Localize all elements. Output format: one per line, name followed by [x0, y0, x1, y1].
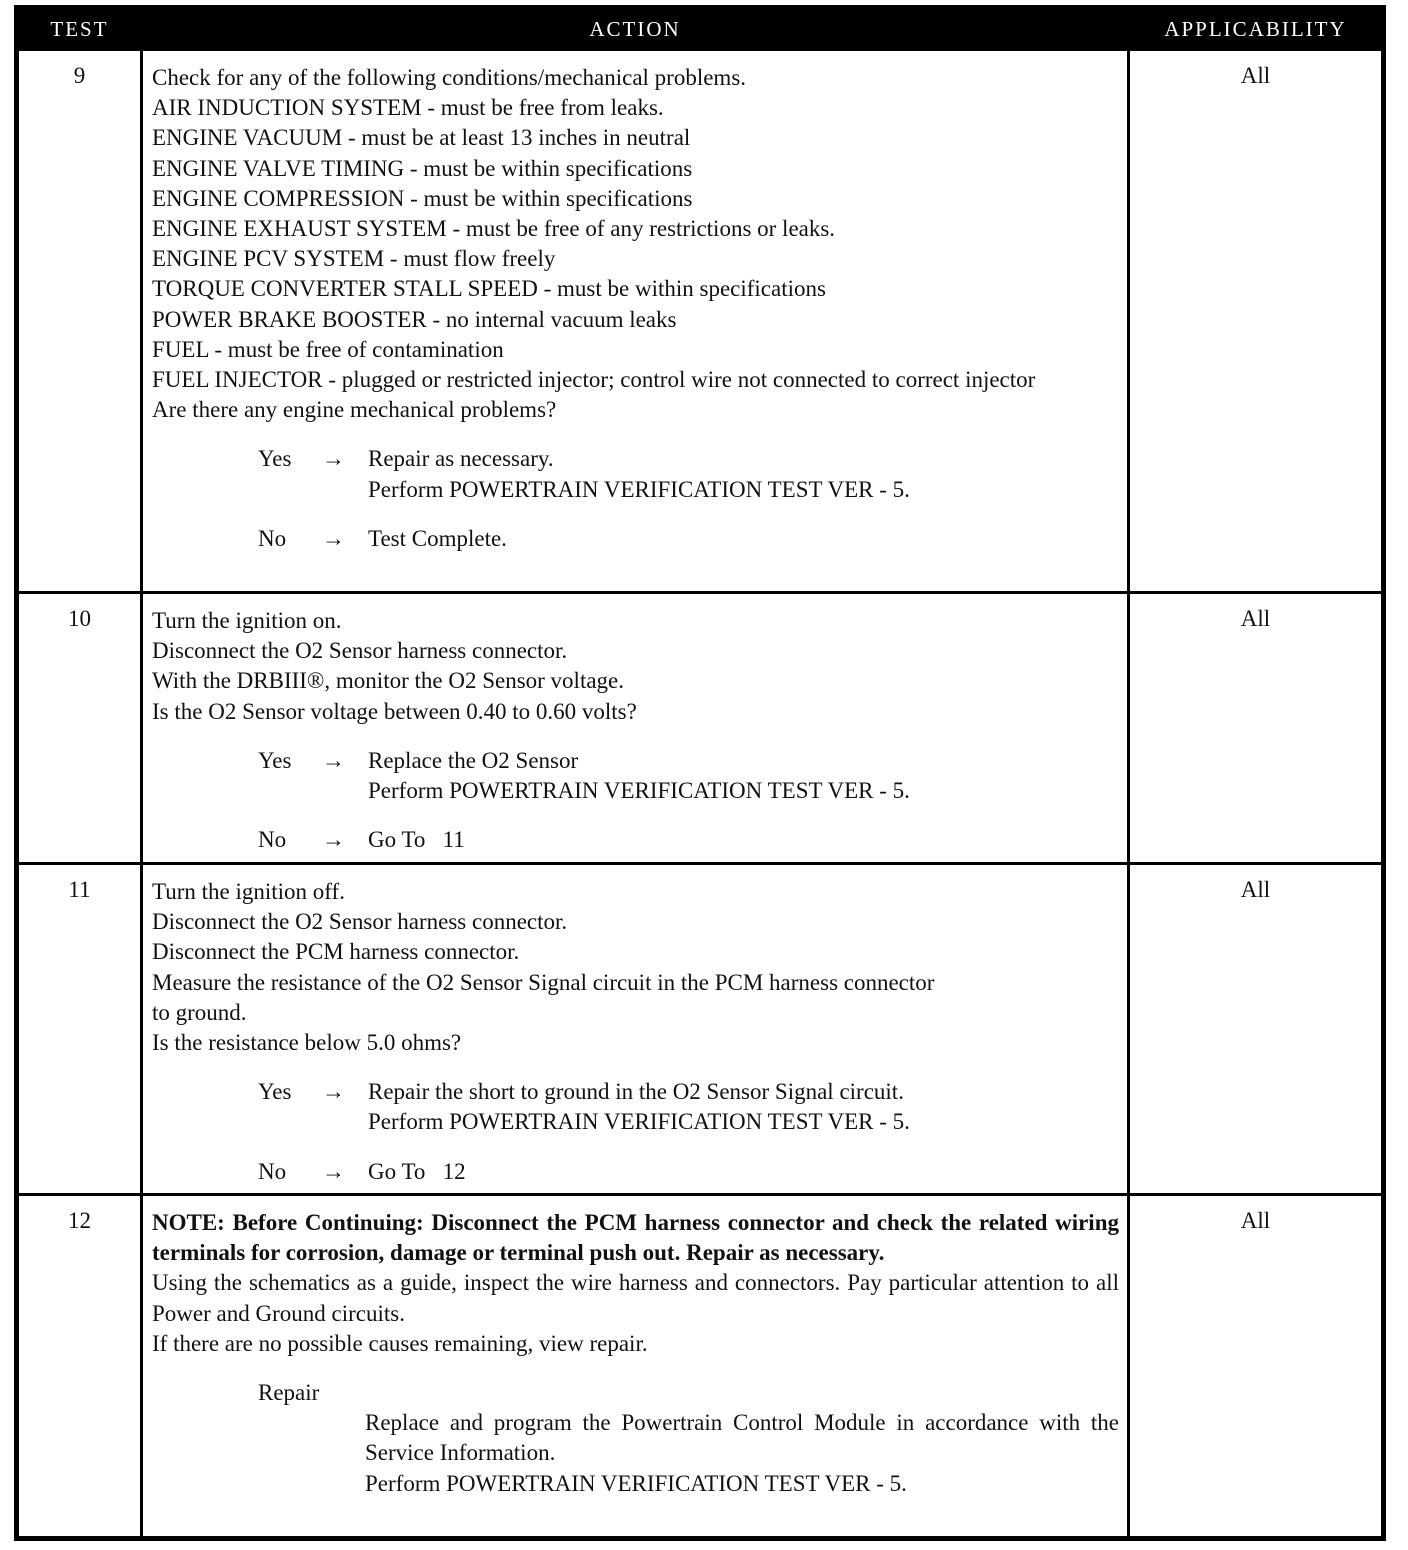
table-row-test-10	[19, 591, 1381, 862]
test-number: 9	[73, 63, 86, 88]
no-result	[368, 825, 1119, 855]
repair-perform: Perform POWERTRAIN VERIFICATION TEST VER - 5.	[365, 1470, 907, 1496]
no-outcome	[152, 825, 1119, 855]
action-question: Are there any engine mechanical problems?	[152, 397, 557, 423]
no-outcome	[152, 524, 1119, 554]
result-line: Perform POWERTRAIN VERIFICATION TEST VER - 5.	[368, 778, 910, 804]
no-result	[368, 1157, 1119, 1187]
action-line: Disconnect the O2 Sensor harness connector.	[152, 909, 568, 935]
header-test: TEST	[50, 16, 109, 41]
test-number: 10	[68, 606, 91, 631]
result-line: Go To 11	[368, 827, 465, 853]
table-row-test-11	[19, 862, 1381, 1193]
test-number: 11	[68, 877, 91, 902]
action-line: Check for any of the following conditions/mechanical problems.	[152, 65, 747, 90]
arrow-icon: →	[322, 827, 345, 853]
action-line: FUEL - must be free of contamination	[152, 336, 504, 362]
action-line: to ground.	[152, 999, 247, 1025]
arrow-icon: →	[322, 747, 345, 773]
note-text: NOTE: Before Continuing: Disconnect the PCM harness connector and check the related wiring terminals for corrosion, damage or terminal push out. Repair as necessary.	[152, 1210, 1119, 1266]
header-applicability: APPLICABILITY	[1164, 16, 1347, 41]
result-line: Test Complete.	[368, 525, 507, 551]
result-line: Perform POWERTRAIN VERIFICATION TEST VER - 5.	[368, 476, 910, 502]
applicability-cell: All	[1240, 606, 1271, 631]
arrow-icon: →	[322, 525, 345, 551]
no-outcome	[152, 1157, 1119, 1187]
action-line: ENGINE PCV SYSTEM - must flow freely	[152, 246, 556, 272]
action-line: Is the O2 Sensor voltage between 0.40 to 0.60 volts?	[152, 698, 637, 724]
diagnostic-test-table	[14, 5, 1386, 1541]
result-line: Go To 12	[368, 1158, 466, 1184]
action-line: AIR INDUCTION SYSTEM - must be free from leaks.	[152, 95, 664, 121]
arrow-icon: →	[322, 446, 345, 472]
action-line: If there are no possible causes remaining, view repair.	[152, 1330, 648, 1356]
no-result	[368, 524, 1119, 554]
action-line: Turn the ignition on.	[152, 608, 342, 633]
test-number: 12	[68, 1208, 91, 1233]
yes-outcome	[152, 1077, 1119, 1137]
table-row-test-12	[19, 1193, 1381, 1536]
yes-label: Yes	[258, 1079, 292, 1105]
yes-outcome	[152, 746, 1119, 806]
table-header	[19, 10, 1381, 48]
applicability-cell: All	[1240, 1208, 1271, 1233]
action-line: ENGINE EXHAUST SYSTEM - must be free of any restrictions or leaks.	[152, 216, 836, 242]
applicability-cell: All	[1240, 63, 1271, 88]
arrow-icon: →	[322, 1158, 345, 1184]
action-line: Disconnect the O2 Sensor harness connector.	[152, 638, 568, 664]
action-line: Disconnect the PCM harness connector.	[152, 939, 520, 965]
repair-text: Replace and program the Powertrain Control Module in accordance with the Service Information.	[365, 1410, 1119, 1466]
table-row-test-9	[19, 48, 1381, 591]
action-line: ENGINE VALVE TIMING - must be within specifications	[152, 155, 693, 181]
no-label: No	[258, 1158, 287, 1184]
no-label: No	[258, 827, 287, 853]
action-cell	[140, 1196, 1130, 1536]
action-line: ENGINE VACUUM - must be at least 13 inches in neutral	[152, 125, 691, 151]
no-label: No	[258, 525, 287, 551]
header-action: ACTION	[589, 16, 681, 41]
yes-outcome	[152, 444, 1119, 504]
action-cell	[140, 51, 1130, 591]
action-cell	[140, 865, 1130, 1193]
result-line: Repair as necessary.	[368, 446, 554, 472]
result-line: Perform POWERTRAIN VERIFICATION TEST VER - 5.	[368, 1109, 910, 1135]
action-line: ENGINE COMPRESSION - must be within specifications	[152, 185, 693, 211]
action-paragraph: Using the schematics as a guide, inspect the wire harness and connectors. Pay particular attention to all Power and Ground circuits.	[152, 1270, 1119, 1326]
action-paragraph: FUEL INJECTOR - plugged or restricted injector; control wire not connected to correct injector	[152, 367, 1036, 393]
action-line: Turn the ignition off.	[152, 879, 345, 904]
yes-result	[368, 1077, 1119, 1137]
action-line: With the DRBIII®, monitor the O2 Sensor voltage.	[152, 668, 625, 694]
action-line: Is the resistance below 5.0 ohms?	[152, 1030, 462, 1056]
action-line: TORQUE CONVERTER STALL SPEED - must be within specifications	[152, 276, 826, 302]
yes-result	[368, 746, 1119, 806]
yes-label: Yes	[258, 446, 292, 472]
applicability-cell: All	[1240, 877, 1271, 902]
action-cell	[140, 594, 1130, 862]
yes-result	[368, 444, 1119, 504]
repair-label: Repair	[258, 1380, 320, 1406]
action-line: POWER BRAKE BOOSTER - no internal vacuum leaks	[152, 306, 677, 332]
result-line: Replace the O2 Sensor	[368, 747, 579, 773]
yes-label: Yes	[258, 747, 292, 773]
result-line: Repair the short to ground in the O2 Sensor Signal circuit.	[368, 1079, 904, 1105]
arrow-icon: →	[322, 1079, 345, 1105]
action-line: Measure the resistance of the O2 Sensor Signal circuit in the PCM harness connector	[152, 969, 935, 995]
